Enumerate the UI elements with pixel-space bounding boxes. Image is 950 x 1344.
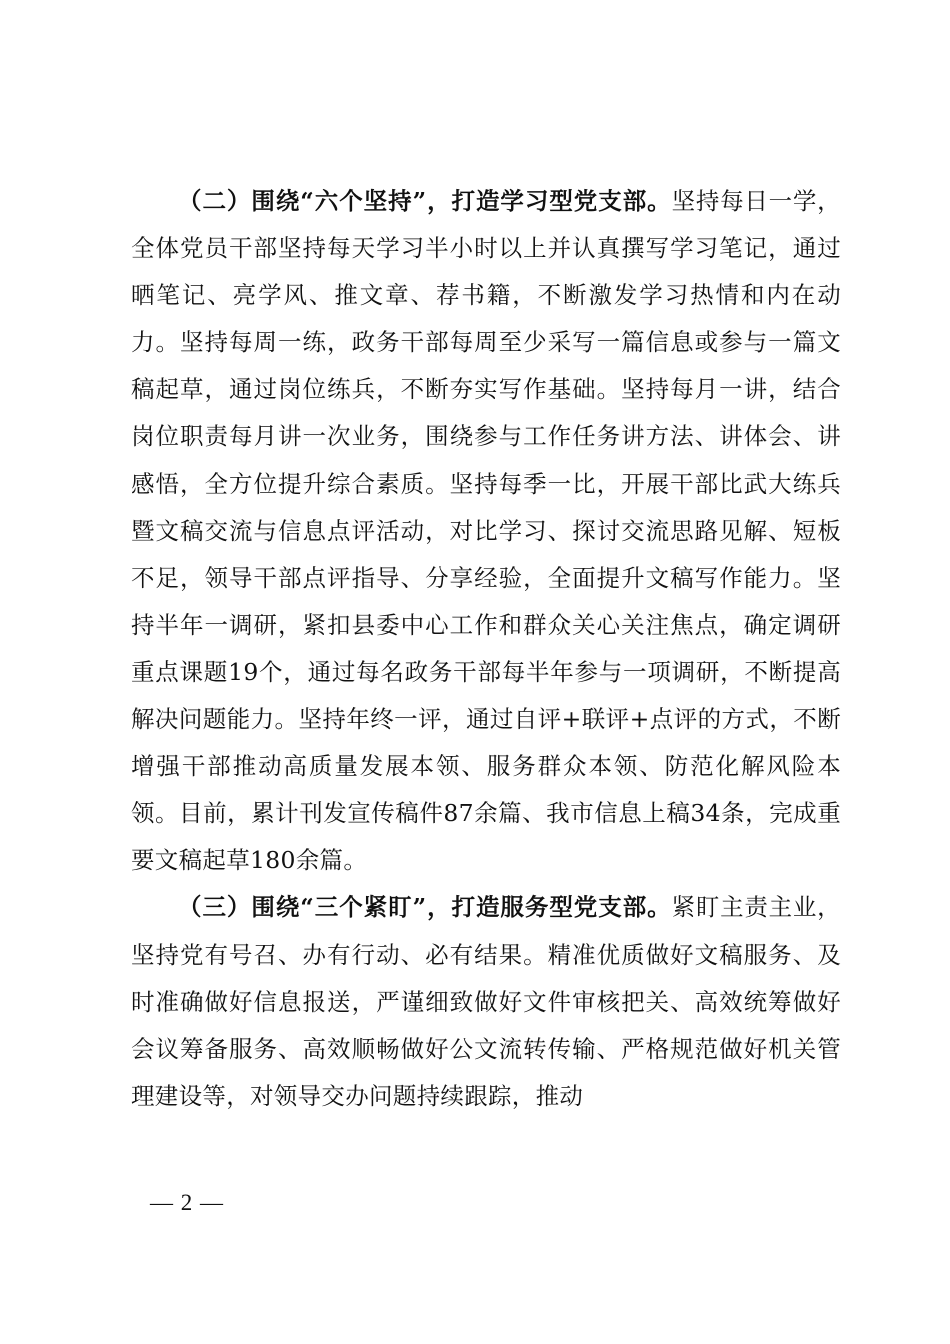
paragraph-text: 坚持每日一学，全体党员干部坚持每天学习半小时以上并认真撰写学习笔记，通过晒笔记、亮学风、推文章、荐书籍，不断激发学习热情和内在动力。坚持每周一练，政务干部每周至少采写一篇信息或参与一篇文稿起草，通过岗位练兵，不断夯实写作基础。坚持每月一讲，结合岗位职责每月讲一次业务，围绕参与工作任务讲方法、讲体会、讲感悟，全方位提升综合素质。坚持每季一比，开展干部比武大练兵暨文稿交流与信息点评活动，对比学习、探讨交流思路见解、短板不足，领导干部点评指导、分享经验，全面提升文稿写作能力。坚持半年一调研，紧扣县委中心工作和群众关心关注焦点，确定调研重点课题19个，通过每名政务干部每半年参与一项调研，不断提高解决问题能力。坚持年终一评，通过自评+联评+点评的方式，不断增强干部推动高质量发展本领、服务群众本领、防范化解风险本领。目前，累计刊发宣传稿件87余篇、我市信息上稿34条，完成重要文稿起草180余篇。 <box>131 187 841 875</box>
paragraph-service-branch <box>131 884 841 1119</box>
section-heading: （三）围绕“三个紧盯”，打造服务型党支部。 <box>178 893 672 922</box>
paragraph-text: 紧盯主责主业，坚持党有号召、办有行动、必有结果。精准优质做好文稿服务、及时准确做好信息报送，严谨细致做好文件审核把关、高效统筹做好会议筹备服务、高效顺畅做好公文流转传输、严格规范做好机关管理建设等，对领导交办问题持续跟踪，推动 <box>131 893 841 1110</box>
section-heading: （二）围绕“六个坚持”，打造学习型党支部。 <box>178 187 672 215</box>
paragraph-learning-branch <box>131 178 841 884</box>
page-number: — 2 — <box>150 1190 224 1215</box>
document-body <box>131 178 841 1120</box>
